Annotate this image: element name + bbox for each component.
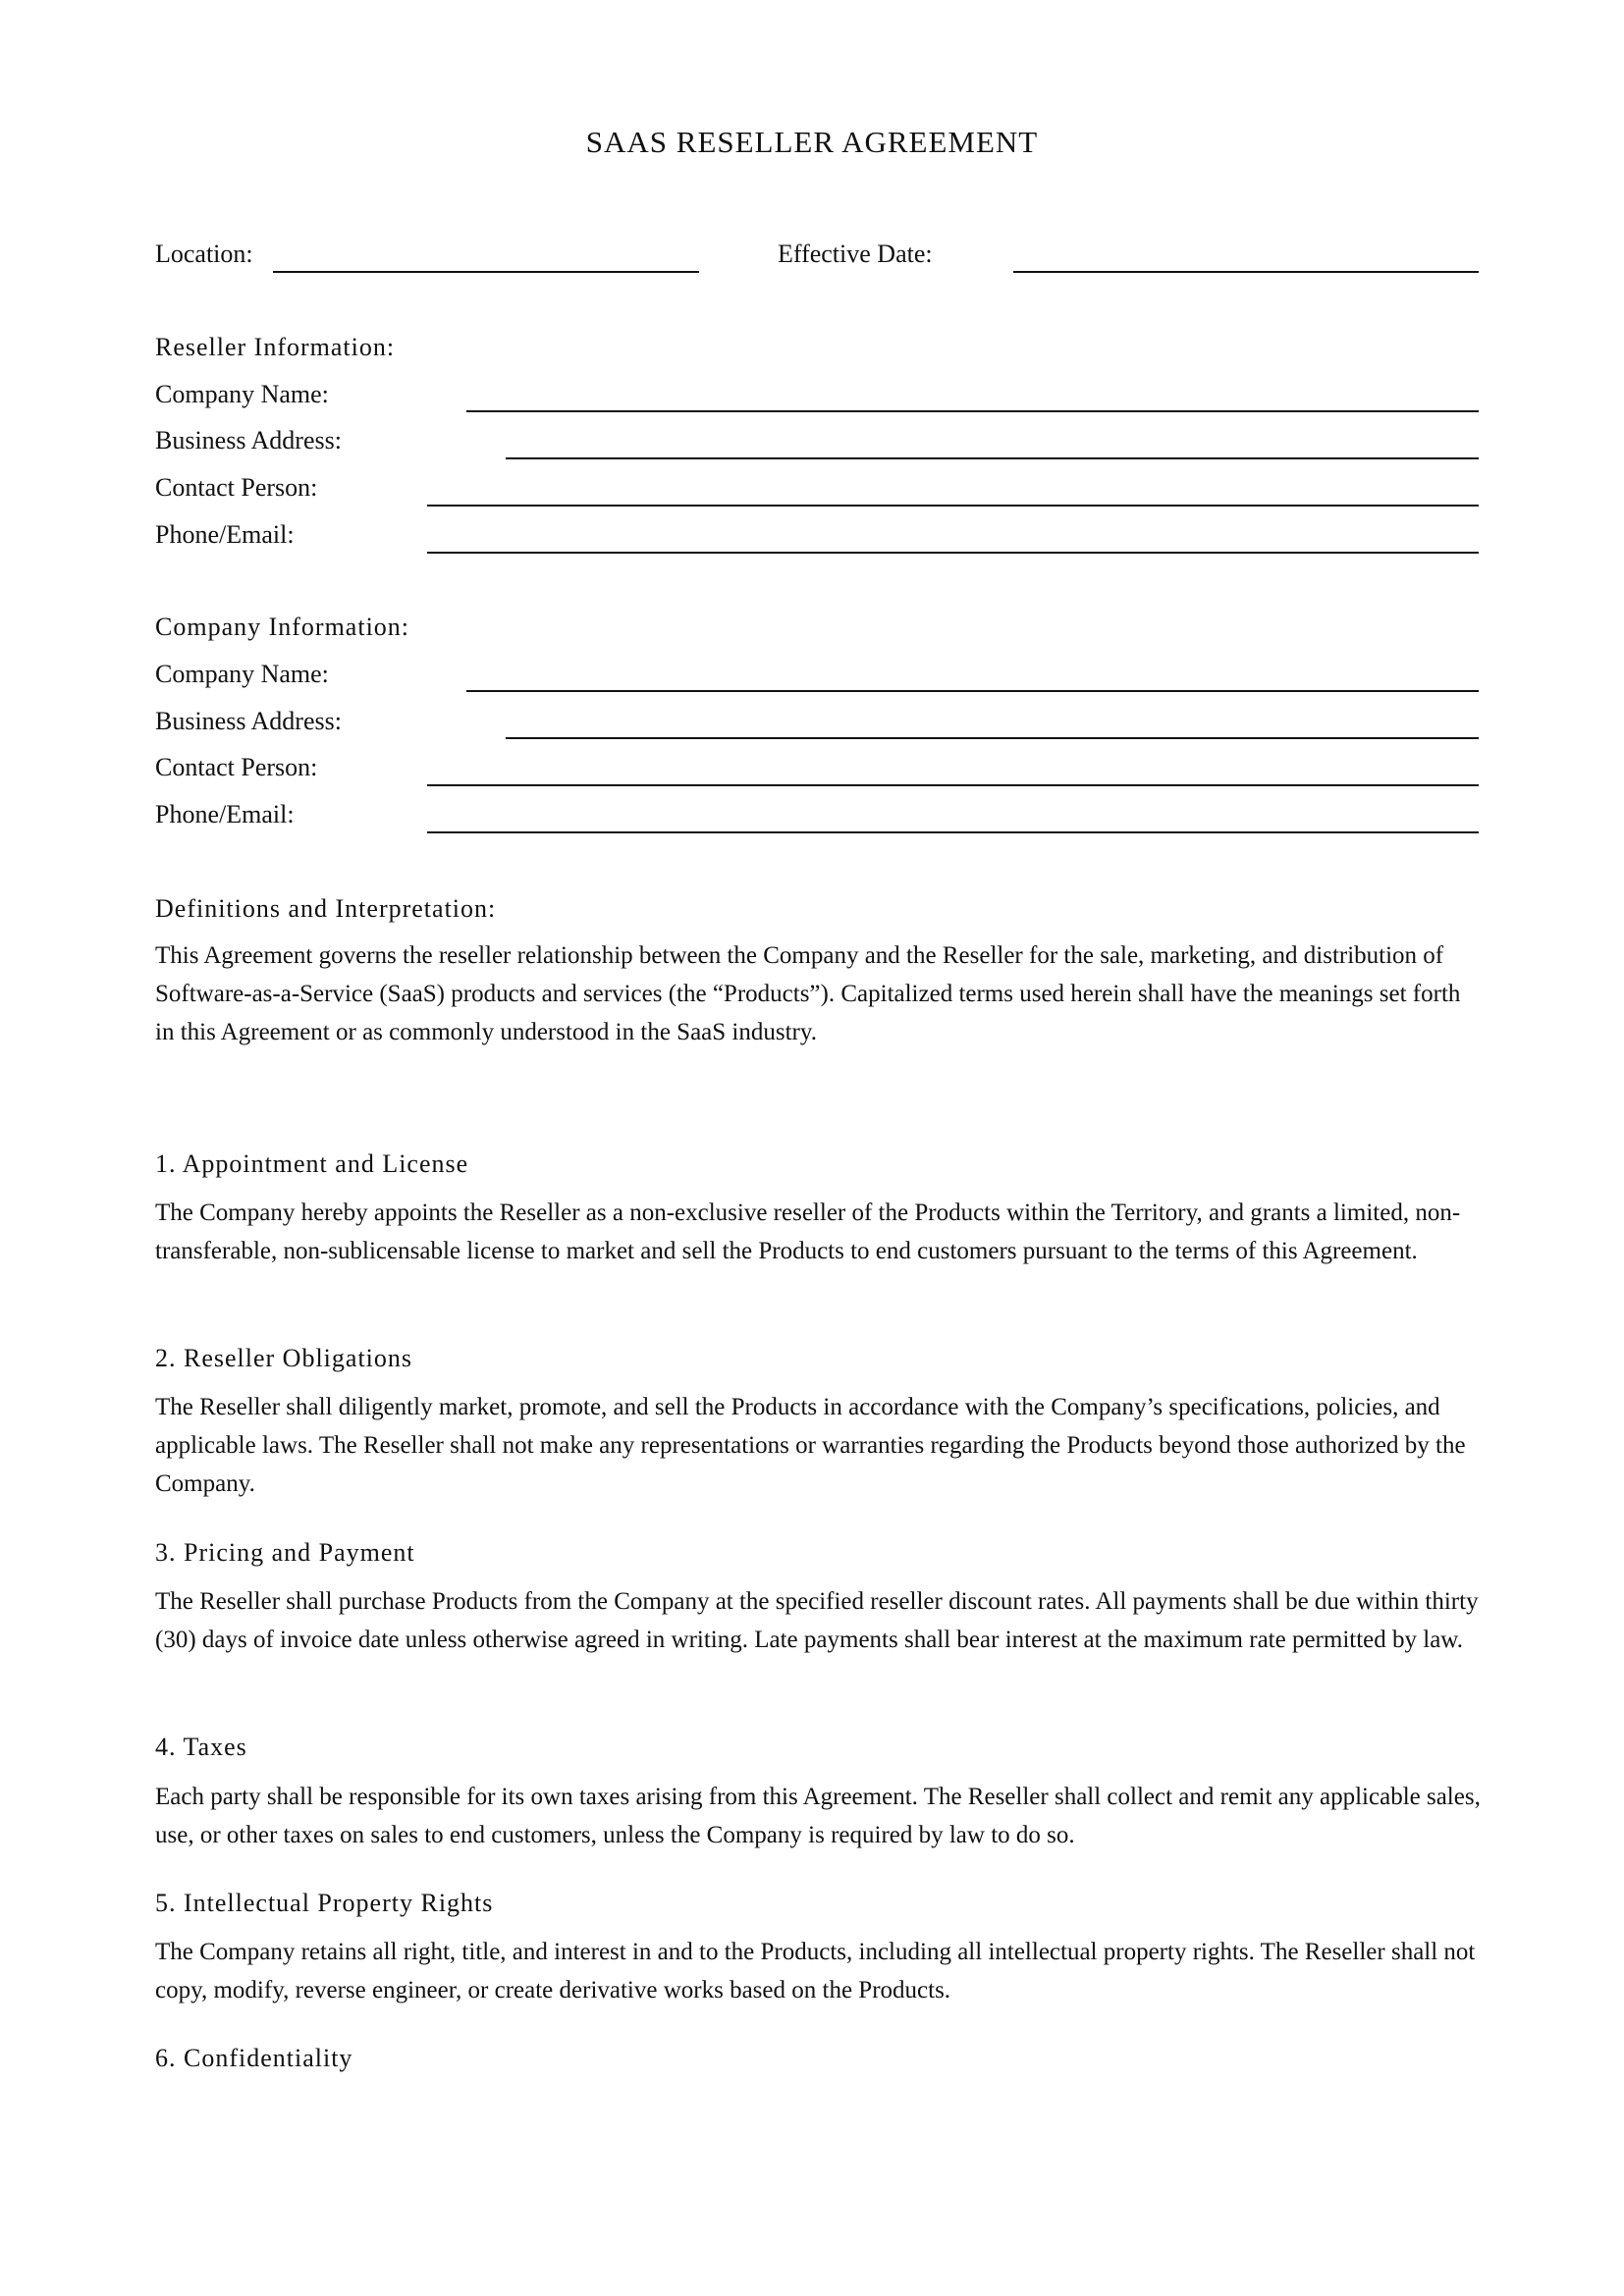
section-4-body: Each party shall be responsible for its own taxes arising from this Agreement. The Reseller shall collect and remit any applicable sales, use, or other taxes on sales to end customers, unless the Company is required by law to do so. — [155, 1784, 1481, 1848]
section-5-body: The Company retains all right, title, and interest in and to the Products, including all intellectual property rights. The Reseller shall not copy, modify, reverse engineer, or create derivative works based on the Products. — [155, 1939, 1476, 2003]
location-label: Location: — [155, 240, 253, 268]
company-info-heading: Company Information: — [155, 613, 410, 641]
reseller-phone-email-label: Phone/Email: — [155, 520, 295, 549]
section-1-body: The Company hereby appoints the Reseller as a non-exclusive reseller of the Products within the Territory, and grants a limited, non-transferable, non-sublicensable license to market and sell the Products to end customers pursuant to the terms of this Agreement. — [155, 1200, 1461, 1264]
document-title: SAAS RESELLER AGREEMENT — [585, 125, 1039, 159]
company-company-name-line[interactable] — [466, 690, 1479, 692]
company-company-name-label: Company Name: — [155, 660, 329, 688]
definitions-heading: Definitions and Interpretation: — [155, 894, 497, 923]
reseller-contact-person-line[interactable] — [427, 505, 1479, 507]
section-5-heading: 5. Intellectual Property Rights — [155, 1889, 494, 1917]
section-3-body: The Reseller shall purchase Products from the Company at the specified reseller discount rates. All payments shall be due within thirty (30) days of invoice date unless otherwise agreed in writing. Late payments shall bear interest at the maximum rate permitted by law. — [155, 1588, 1479, 1653]
section-3-heading: 3. Pricing and Payment — [155, 1538, 415, 1567]
reseller-phone-email-line[interactable] — [427, 552, 1479, 554]
definitions-body: This Agreement governs the reseller relationship between the Company and the Reseller for the sale, marketing, and distribution of Software-as-a-Service (SaaS) products and services (the “Products”). Capitalized terms used herein shall have the meanings set forth in this Agreement or as commonly understood in the SaaS industry. — [155, 942, 1461, 1045]
reseller-company-name-line[interactable] — [466, 410, 1479, 412]
section-1-heading: 1. Appointment and License — [155, 1149, 469, 1178]
reseller-contact-person-label: Contact Person: — [155, 473, 318, 502]
reseller-business-address-line[interactable] — [506, 457, 1479, 459]
reseller-info-heading: Reseller Information: — [155, 333, 396, 361]
effective-date-blank-line[interactable] — [1013, 271, 1479, 273]
company-contact-person-line[interactable] — [427, 784, 1479, 786]
company-business-address-label: Business Address: — [155, 707, 342, 735]
effective-date-label: Effective Date: — [778, 240, 933, 268]
reseller-business-address-label: Business Address: — [155, 426, 342, 454]
company-phone-email-label: Phone/Email: — [155, 800, 295, 828]
company-contact-person-label: Contact Person: — [155, 753, 318, 781]
section-4-heading: 4. Taxes — [155, 1733, 247, 1761]
company-phone-email-line[interactable] — [427, 831, 1479, 833]
section-2-heading: 2. Reseller Obligations — [155, 1344, 413, 1372]
section-6-heading: 6. Confidentiality — [155, 2044, 353, 2072]
location-blank-line[interactable] — [273, 271, 699, 273]
section-2-body: The Reseller shall diligently market, promote, and sell the Products in accordance with the Company’s specifications, policies, and applicable laws. The Reseller shall not make any representations or warranties regarding the Products beyond those authorized by the Company. — [155, 1394, 1466, 1497]
company-business-address-line[interactable] — [506, 737, 1479, 739]
reseller-company-name-label: Company Name: — [155, 380, 329, 408]
